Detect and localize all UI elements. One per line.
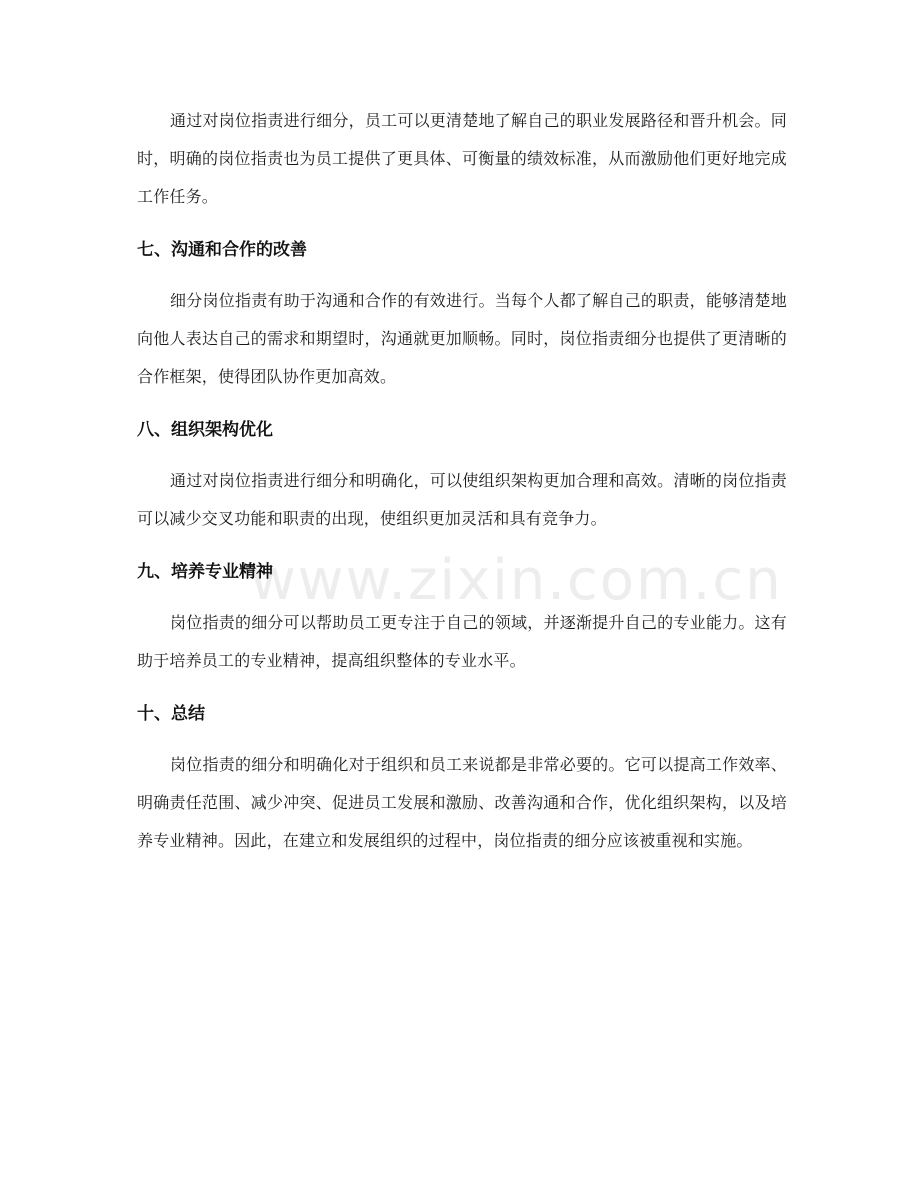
- section-heading-professionalism: 九、培养专业精神: [137, 562, 273, 582]
- document-body: [137, 102, 787, 860]
- section-heading-org-structure: 八、组织架构优化: [137, 420, 273, 440]
- section-paragraph-communication: 细分岗位指责有助于沟通和合作的有效进行。当每个人都了解自己的职责，能够清楚地向他人表达自己的需求和期望时，沟通就更加顺畅。同时，岗位指责细分也提供了更清晰的合作框架，使得团队协作更加高效。: [137, 291, 787, 386]
- section-heading-summary: 十、总结: [137, 704, 205, 724]
- section-paragraph-summary: 岗位指责的细分和明确化对于组织和员工来说都是非常必要的。它可以提高工作效率、明确责任范围、减少冲突、促进员工发展和激励、改善沟通和合作，优化组织架构，以及培养专业精神。因此，在建立和发展组织的过程中，岗位指责的细分应该被重视和实施。: [137, 755, 787, 850]
- section-paragraph-org-structure: 通过对岗位指责进行细分和明确化，可以使组织架构更加合理和高效。清晰的岗位指责可以减少交叉功能和职责的出现，使组织更加灵活和具有竞争力。: [137, 471, 787, 528]
- section-heading-communication: 七、沟通和合作的改善: [137, 240, 307, 260]
- intro-paragraph: 通过对岗位指责进行细分，员工可以更清楚地了解自己的职业发展路径和晋升机会。同时，明确的岗位指责也为员工提供了更具体、可衡量的绩效标准，从而激励他们更好地完成工作任务。: [137, 111, 787, 206]
- section-paragraph-professionalism: 岗位指责的细分可以帮助员工更专注于自己的领域，并逐渐提升自己的专业能力。这有助于培养员工的专业精神，提高组织整体的专业水平。: [137, 613, 787, 670]
- watermark: www.zixin.com.cn: [250, 548, 783, 613]
